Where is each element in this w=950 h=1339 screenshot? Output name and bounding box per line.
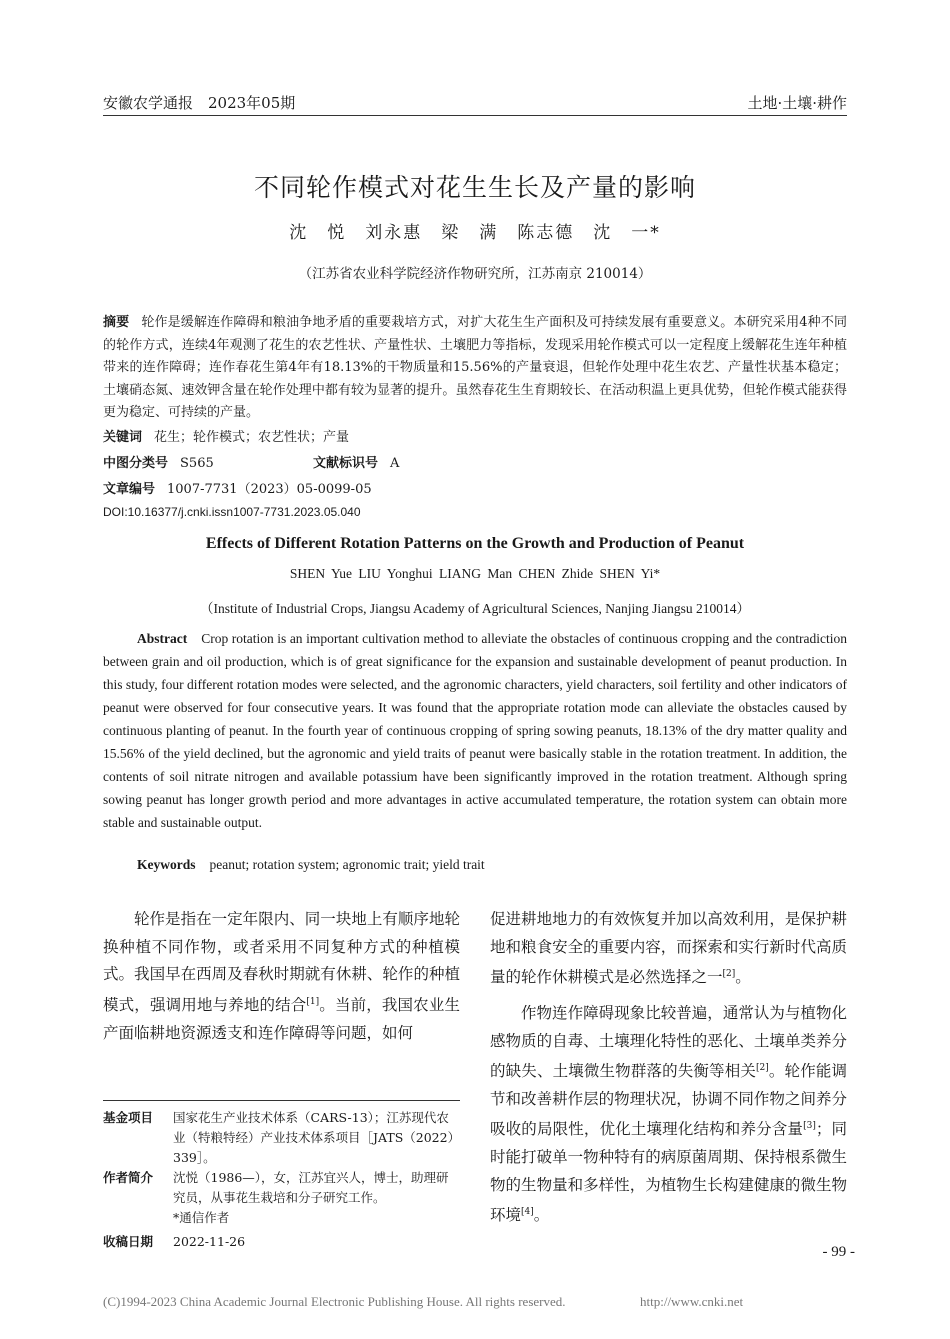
zh-keywords-label: 关键词 bbox=[103, 430, 143, 445]
en-keywords-label: Keywords bbox=[137, 857, 196, 872]
en-abstract bbox=[103, 627, 847, 834]
en-abstract-text: Crop rotation is an important cultivation method to alleviate the obstacles of continuous cropping and the contradiction between grain and oil production, which is of great significance for the expansion and sustainable development of peanut production. In this study, four different rotation modes were selected, and the agronomic characters, yield characters, soil fertility and other indicators of peanut were observed for four consecutive years. It was found that the appropriate rotation mode can alleviate the obstacles caused by continuous planting of peanut. In the fourth year of continuous cropping of spring sowing peanuts, 18.13% of the dry matter quality and 15.56% of the yield declined, but the agronomic and yield traits of peanut were basically stable in the rotation treatment. In addition, the contents of soil nitrate nitrogen and available potassium have been significantly improved in the rotation treatment. Although spring sowing peanut has longer growth period and more advantages in active accumulated temperature, the rotation system can obtain more stable and sustainable output. bbox=[103, 631, 847, 830]
article-number-label: 文章编号 bbox=[103, 482, 156, 497]
body-text: ；同时能打破单一物种特有的病原菌周期、保持根系微生物的生物量和多样性，为植物生长构建健康的微生物环境 bbox=[490, 1120, 847, 1225]
classification-label: 中图分类号 bbox=[103, 456, 169, 471]
en-affiliation: （Institute of Industrial Crops, Jiangsu Academy of Agricultural Sciences, Nanjing Jiangsu 210014） bbox=[199, 601, 751, 616]
zh-keywords bbox=[103, 426, 349, 445]
zh-abstract-label: 摘要 bbox=[103, 315, 130, 330]
en-title: Effects of Different Rotation Patterns on the Growth and Production of Peanut bbox=[205, 535, 745, 552]
affiliation: （江苏省农业科学院经济作物研究所，江苏南京 210014） bbox=[298, 266, 652, 282]
doc-code bbox=[313, 452, 399, 471]
body-paragraph bbox=[490, 1000, 847, 1230]
body-text: 。 bbox=[735, 968, 751, 987]
authors: 沈 悦 刘永惠 梁 满 陈志德 沈 一* bbox=[289, 223, 661, 243]
en-authors: SHEN Yue LIU Yonghui LIANG Man CHEN Zhide SHEN Yi* bbox=[289, 566, 661, 581]
en-abstract-label: Abstract bbox=[137, 631, 188, 646]
footnote-rule bbox=[103, 1100, 460, 1101]
zh-abstract-text: 轮作是缓解连作障碍和粮油争地矛盾的重要栽培方式，对扩大花生生产面积及可持续发展有重要意义。本研究采用4种不同的轮作方式，连续4年观测了花生的农艺性状、产量性状、土壤肥力等指标，发现采用轮作模式可以一定程度上缓解花生连年种植带来的连作障碍；连作春花生第4年有18.13%的干物质量和15.56%的产量衰退，但轮作处理中花生农艺、产量性状基本稳定；土壤硝态氮、速效钾含量在轮作处理中都有较为显著的提升。虽然春花生生育期较长、在活动积温上更具优势，但轮作模式能获得更为稳定、可持续的产量。 bbox=[103, 315, 847, 421]
body-paragraph bbox=[490, 906, 847, 992]
classification bbox=[103, 452, 214, 471]
body-text: 。 bbox=[533, 1206, 550, 1225]
footnote-fund bbox=[103, 1108, 460, 1168]
body-text: 轮作是指在一定年限内、同一块地上有顺序地轮换种植不同作物，或者采用不同复种方式的种植模式。我国早在西周及春秋时期就有休耕、轮作的种植模式，强调用地与养地的结合 bbox=[103, 910, 460, 1014]
footnote-received bbox=[103, 1232, 460, 1252]
journal-name: 安徽农学通报 2023年05期 bbox=[103, 94, 296, 112]
doi: DOI:10.16377/j.cnki.issn1007-7731.2023.05.040 bbox=[103, 505, 361, 519]
footnote-text: 沈悦（1986—），女，江苏宜兴人，博士，助理研究员，从事花生栽培和分子研究工作。 bbox=[173, 1170, 449, 1205]
classification-value: S565 bbox=[180, 456, 214, 471]
corresponding-note: *通信作者 bbox=[173, 1210, 230, 1225]
paper-title: 不同轮作模式对花生生长及产量的影响 bbox=[253, 173, 696, 202]
footnote-author bbox=[103, 1168, 460, 1228]
doc-code-label: 文献标识号 bbox=[313, 456, 379, 471]
citation: [2] bbox=[722, 969, 736, 980]
copyright-footer: (C)1994-2023 China Academic Journal Electronic Publishing House. All rights reserved. bbox=[103, 1294, 566, 1309]
en-keywords-text: peanut; rotation system; agronomic trait; yield trait bbox=[209, 857, 485, 872]
footnote-label: 作者简介 bbox=[103, 1170, 154, 1185]
en-keywords bbox=[137, 857, 485, 873]
footnote-text: 国家花生产业技术体系（CARS-13）；江苏现代农业（特粮特经）产业技术体系项目［JATS（2022）339］。 bbox=[173, 1110, 454, 1165]
body-left-column bbox=[103, 906, 460, 1047]
section-name: 土地·土壤·耕作 bbox=[747, 94, 847, 112]
footnote-label: 收稿日期 bbox=[103, 1234, 154, 1249]
doc-code-value: A bbox=[390, 456, 400, 471]
body-text: 作物连作障碍现象比较普遍，通常认为与植物化感物质的自毒、土壤理化特性的恶化、土壤单类养分的缺失、土壤微生物群落的失衡等相关 bbox=[490, 1003, 847, 1081]
body-text: 。当前，我国农业生产面临耕地资源透支和连作障碍等问题，如何 bbox=[103, 995, 460, 1042]
body-text: 。轮作能调节和改善耕作层的物理状况，协调不同作物之间养分吸收的局限性，优化土壤理化结构和养分含量 bbox=[490, 1062, 847, 1139]
footer-url[interactable]: http://www.cnki.net bbox=[640, 1294, 744, 1309]
footnote-text: 2022-11-26 bbox=[173, 1234, 246, 1249]
zh-abstract bbox=[103, 312, 847, 425]
citation: [3] bbox=[803, 1121, 816, 1132]
body-text: 促进耕地地力的有效恢复并加以高效利用，是保护耕地和粮食安全的重要内容，而探索和实行新时代高质量的轮作休耕模式是必然选择之一 bbox=[490, 910, 847, 987]
body-paragraph bbox=[103, 906, 460, 1047]
footnote-label: 基金项目 bbox=[103, 1110, 154, 1125]
page-number: - 99 - bbox=[822, 1244, 855, 1260]
body-right-column bbox=[490, 906, 847, 1230]
header-rule bbox=[103, 115, 847, 116]
citation: [2] bbox=[756, 1063, 769, 1074]
citation: [1] bbox=[306, 996, 320, 1007]
zh-keywords-text: 花生；轮作模式；农艺性状；产量 bbox=[154, 430, 350, 445]
article-number bbox=[103, 478, 372, 497]
citation: [4] bbox=[521, 1207, 534, 1218]
article-number-value: 1007-7731（2023）05-0099-05 bbox=[167, 482, 372, 497]
